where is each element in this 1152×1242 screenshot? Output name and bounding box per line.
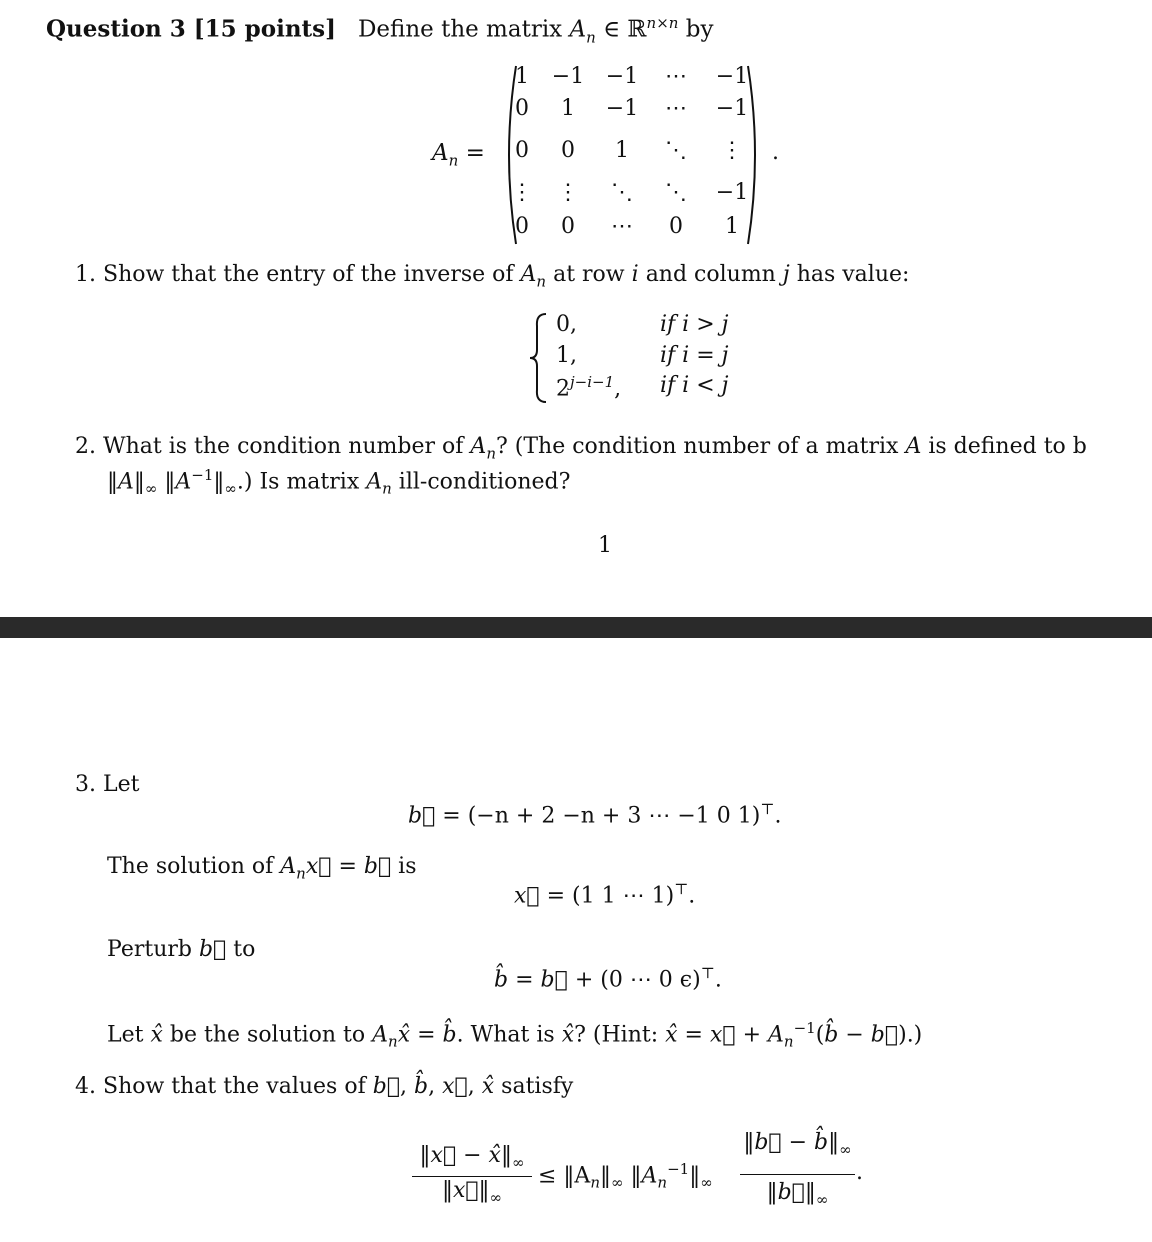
case-cond-0: if i > j	[660, 312, 729, 337]
matrix-label: $A_n$ =	[432, 140, 485, 170]
ineq-middle: ≤ $‖A_n‖_\infty$ $‖A_n^{-1}‖_\infty$	[538, 1160, 713, 1192]
matrix-cell-0-0: 1	[515, 64, 529, 89]
page-number: 1	[598, 533, 612, 558]
perturb-sentence: Perturb b⃗ to	[107, 937, 256, 962]
case-value-2: $2^{j-i-1}$,	[556, 373, 622, 402]
ineq-right-numerator: ‖b⃗ − $b̂‖_\infty$	[743, 1130, 852, 1159]
ineq-right-fracline	[740, 1174, 855, 1175]
intro-text: Define the matrix	[357, 16, 563, 43]
x-vector-definition: x⃗ = (1 1 ⋯ 1)⊤.	[514, 880, 696, 909]
let-sentence: Let x̂ be the solution to $A_nx̂$ = b̂. What is x̂? (Hint: x̂ = x⃗ + $A_n^{-1}(b̂$ − b⃗).)	[107, 1019, 923, 1051]
matrix-cell-1-1: 1	[561, 96, 575, 121]
page-divider	[0, 617, 1152, 638]
matrix-cell-2-4: ⋮	[721, 138, 743, 163]
matrix-cell-3-0: ⋮	[511, 180, 533, 205]
matrix-cell-3-2: ⋱	[611, 180, 633, 205]
matrix-cell-4-0: 0	[515, 214, 529, 239]
matrix-cell-3-3: ⋱	[665, 180, 687, 205]
case-cond-1: if i = j	[660, 343, 729, 368]
question-header: Question 3 [15 points] Define the matrix $A_n$ ∈ ℝ$^{n\times n}$ by	[46, 14, 714, 47]
item-3-heading: 3. Let	[75, 772, 140, 797]
matrix-cell-2-0: 0	[515, 138, 529, 163]
ineq-left-denominator: $‖x⃗‖_\infty$	[441, 1178, 503, 1207]
item-2-line1: 2. What is the condition number of $A_n$? (The condition number of a matrix A is defined to b	[75, 434, 1087, 463]
solution-sentence: The solution of $A_nx⃗$ = b⃗ is	[107, 854, 417, 883]
matrix-cell-4-2: ⋯	[611, 214, 633, 239]
item-4: 4. Show that the values of b⃗, b̂, x⃗, x̂ satisfy	[75, 1074, 574, 1099]
matrix-cell-1-0: 0	[515, 96, 529, 121]
matrix-cell-2-1: 0	[561, 138, 575, 163]
matrix-cell-2-3: ⋱	[665, 138, 687, 163]
ineq-left-numerator: ‖x⃗ − $x̂‖_\infty$	[419, 1143, 525, 1172]
case-cond-2: if i < j	[660, 373, 729, 398]
matrix-cell-3-1: ⋮	[557, 180, 579, 205]
item-2-line2: $‖A‖_\infty$ $‖A^{-1}‖_\infty$.) Is matrix $A_n$ ill-conditioned?	[107, 466, 571, 498]
matrix-cell-0-3: ⋯	[665, 64, 687, 89]
matrix-cell-3-4: −1	[715, 180, 749, 205]
matrix-cell-4-4: 1	[725, 214, 739, 239]
ineq-end: .	[856, 1160, 863, 1185]
matrix-cell-0-1: −1	[551, 64, 585, 89]
bhat-definition: b̂ = b⃗ + (0 ⋯ 0 ϵ)⊤.	[494, 964, 722, 993]
matrix-end: .	[772, 140, 779, 165]
ineq-right-denominator: $‖b⃗‖_\infty$	[766, 1180, 829, 1209]
matrix-cell-4-3: 0	[669, 214, 683, 239]
matrix-cell-1-2: −1	[605, 96, 639, 121]
matrix-cell-2-2: 1	[615, 138, 629, 163]
case-value-0: 0,	[556, 312, 577, 337]
matrix-cell-1-3: ⋯	[665, 96, 687, 121]
matrix-cell-0-2: −1	[605, 64, 639, 89]
ineq-left-fracline	[412, 1176, 532, 1177]
matrix-cell-0-4: −1	[715, 64, 749, 89]
matrix-cell-4-1: 0	[561, 214, 575, 239]
case-value-1: 1,	[556, 343, 577, 368]
item-1: 1. Show that the entry of the inverse of $A_n$ at row i and column j has value:	[75, 262, 910, 291]
left-brace	[528, 312, 550, 404]
question-heading: Question 3 [15 points]	[46, 15, 337, 43]
b-vector-definition: b⃗ = (−n + 2 −n + 3 ⋯ −1 0 1)⊤.	[408, 800, 782, 829]
matrix-cell-1-4: −1	[715, 96, 749, 121]
